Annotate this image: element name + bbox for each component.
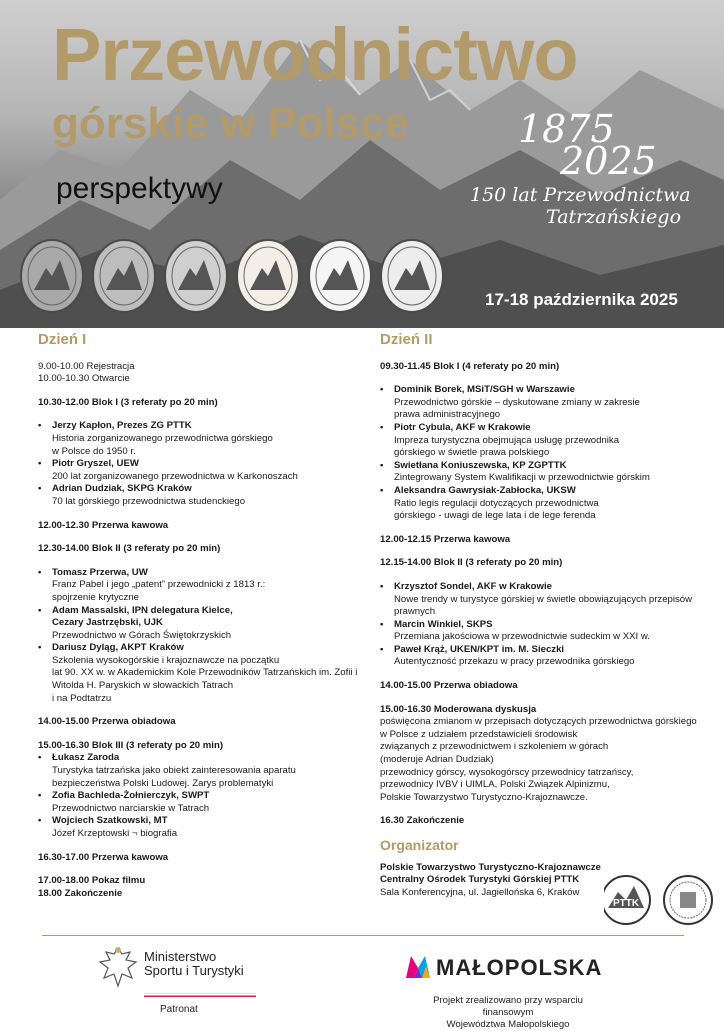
speaker: Cezary Jastrzębski, UJK	[52, 617, 163, 629]
project-note	[408, 995, 608, 1031]
talk-title-line: bezpieczeństwa Polski Ludowej. Zarys problematyki	[52, 777, 274, 789]
talk-title-line: Ratio legis regulacji dotyczących przewodnictwa	[394, 497, 599, 509]
anniversary-line-1: 150 lat Przewodnictwa	[470, 184, 691, 206]
talk-item	[38, 642, 358, 705]
organizer-logos	[604, 872, 714, 935]
day2-lunch: 14.00-15.00 Przerwa obiadowa	[380, 680, 518, 692]
talk-title-line: Autentyczność przekazu w pracy przewodnika górskiego	[394, 656, 635, 668]
day2-block2-list	[380, 581, 715, 669]
registration: 9.00-10.00 Rejestracja	[38, 360, 135, 372]
guide-badges	[18, 236, 458, 326]
patronat-label: Patronat	[160, 1004, 198, 1015]
talk-title-line: Nowe trendy w turystyce górskiej w świetle obowiązujących przepisów	[394, 593, 693, 605]
talk-item	[38, 420, 358, 458]
flag-bar	[144, 993, 256, 997]
talk-title-line: spojrzenie krytyczne	[52, 591, 139, 603]
talk-title-line: Przemiana jakościowa w przewodnictwie sudeckim w XXI w.	[394, 631, 650, 643]
day1-block1-list	[38, 420, 358, 508]
speaker: • Krzysztof Sondel, AKF w Krakowie	[394, 580, 552, 592]
malopolska-m-icon	[404, 954, 432, 980]
day2-block2-title: 12.15-14.00 Blok II (3 referaty po 20 min)	[380, 557, 563, 569]
talk-item	[38, 815, 358, 840]
talk-title-line: w Polsce do 1950 r.	[52, 445, 136, 457]
talk-item	[380, 384, 715, 422]
day2-discussion-title: 15.00-16.30 Moderowana dyskusja	[380, 703, 537, 715]
talk-title-line: Witolda H. Paryskich w słowackich Tatrach	[52, 680, 234, 692]
day1-break1: 12.00-12.30 Przerwa kawowa	[38, 519, 169, 531]
guide-badge	[306, 236, 374, 316]
title-line-3: perspektywy	[56, 172, 223, 205]
day-2-program	[380, 331, 715, 899]
talk-title-line: prawnych	[394, 606, 436, 618]
ministry-line-2: Sportu i Turystyki	[144, 963, 244, 978]
talk-item	[380, 619, 715, 644]
day1-block3-title: 15.00-16.30 Blok III (3 referaty po 20 min)	[38, 739, 224, 751]
year-start: 1875	[518, 107, 615, 151]
guide-badge	[18, 236, 86, 316]
speaker: • Dariusz Dyląg, AKPT Kraków	[52, 642, 184, 654]
guide-badge	[162, 236, 230, 316]
talk-title-line: lat 90. XX w. w Akademickim Kole Przewodników Tatrzańskich im. Zofii i	[52, 667, 358, 679]
day1-break2: 16.30-17.00 Przerwa kawowa	[38, 851, 169, 863]
day2-end: 16.30 Zakończenie	[380, 815, 465, 827]
day2-block1-title: 09.30-11.45 Blok I (4 referaty po 20 min)	[380, 360, 560, 372]
speaker: • Adrian Dudziak, SKPG Kraków	[52, 483, 192, 495]
day2-discussion-text	[380, 716, 715, 804]
discussion-line: Polskie Towarzystwo Turystyczno-Krajoznawcze.	[380, 791, 588, 803]
talk-title-line: prawa administracyjnego	[394, 409, 501, 421]
opening: 10.00-10.30 Otwarcie	[38, 373, 130, 385]
speaker: • Jerzy Kapłon, Prezes ZG PTTK	[52, 420, 192, 432]
guide-badge	[90, 236, 158, 316]
talk-item	[38, 790, 358, 815]
project-line-1: Projekt zrealizowano przy wsparciu finansowym	[433, 995, 583, 1018]
malopolska-text: MAŁOPOLSKA	[436, 955, 603, 980]
talk-item	[38, 752, 358, 790]
day-1-title: Dzień I	[38, 331, 87, 348]
discussion-line: związanych z przewodnictwem i szkoleniem w górach	[380, 741, 609, 753]
title-line-1: Przewodnictwo	[52, 13, 578, 96]
speaker: • Tomasz Przerwa, UW	[52, 566, 148, 578]
talk-title-line: 70 lat górskiego przewodnictwa studenckiego	[52, 495, 246, 507]
year-end: 2025	[560, 139, 657, 183]
speaker: • Piotr Cybula, AKF w Krakowie	[394, 421, 531, 433]
day2-block1-list	[380, 384, 715, 523]
day-2-title: Dzień II	[380, 331, 433, 348]
day1-end: 18.00 Zakończenie	[38, 887, 123, 899]
talk-title-line: górskiego - uwagi de lege lata i de lege ferenda	[394, 510, 596, 522]
talk-title-line: i na Podtatrzu	[52, 692, 112, 704]
organizer-line-1: Polskie Towarzystwo Turystyczno-Krajoznawcze	[380, 861, 601, 873]
talk-item	[38, 483, 358, 508]
day1-block3-list	[38, 752, 358, 840]
talk-title-line: 200 lat zorganizowanego przewodnictwa w Karkonoszach	[52, 470, 298, 482]
speaker: • Wojciech Szatkowski, MT	[52, 815, 168, 827]
event-date: 17-18 października 2025	[485, 290, 678, 309]
ministry-name	[144, 950, 244, 978]
footer-divider	[42, 935, 684, 936]
talk-title-line: górskiego w świetle prawa polskiego	[394, 447, 550, 459]
organizer-line-2: Centralny Ośrodek Turystyki Górskiej PTTK	[380, 874, 580, 886]
discussion-line: przewodnicy IVBV i UIMLA, Polski Związek Alpinizmu,	[380, 779, 610, 791]
eagle-icon	[96, 944, 140, 990]
speaker: • Łukasz Zaroda	[52, 752, 120, 764]
talk-item	[38, 458, 358, 483]
speaker: • Dominik Borek, MSiT/SGH w Warszawie	[394, 384, 575, 396]
talk-item	[380, 581, 715, 619]
talk-item	[380, 422, 715, 460]
discussion-line: poświęcona zmianom w przepisach dotyczących przewodnictwa górskiego	[380, 716, 697, 728]
title-line-2: górskie w Polsce	[52, 99, 410, 148]
day2-break1: 12.00-12.15 Przerwa kawowa	[380, 533, 511, 545]
organizer-line-3: Sala Konferencyjna, ul. Jagiellońska 6, Kraków	[380, 886, 580, 898]
day-1-program	[38, 331, 358, 900]
talk-title-line: Przewodnictwo górskie – dyskutowane zmiany w zakresie	[394, 396, 640, 408]
talk-title-line: Zintegrowany System Kwalifikacji w przewodnictwie górskim	[394, 472, 650, 484]
speaker: • Piotr Gryszel, UEW	[52, 458, 139, 470]
project-line-2: Województwa Małopolskiego	[446, 1019, 570, 1030]
talk-item	[380, 460, 715, 485]
talk-title-line: Przewodnictwo narciarskie w Tatrach	[52, 802, 210, 814]
day1-lunch: 14.00-15.00 Przerwa obiadowa	[38, 716, 176, 728]
guide-badge	[378, 236, 446, 316]
talk-item	[380, 485, 715, 523]
talk-title-line: Historia zorganizowanego przewodnictwa górskiego	[52, 432, 273, 444]
anniversary-line-2: Tatrzańskiego	[546, 206, 682, 228]
talk-title-line: Józef Krzeptowski ¬ biografia	[52, 828, 178, 839]
discussion-line: przewodnicy górscy, wysokogórscy przewodnicy tatrzańscy,	[380, 766, 634, 778]
day1-film: 17.00-18.00 Pokaz filmu	[38, 875, 146, 887]
ministry-line-1: Ministerstwo	[144, 949, 217, 964]
talk-title-line: Franz Pabel i jego „patent” przewodnicki z 1813 r.:	[52, 579, 266, 591]
day1-block1-title: 10.30-12.00 Blok I (3 referaty po 20 min)	[38, 396, 218, 408]
speaker: • Aleksandra Gawrysiak-Zabłocka, UKSW	[394, 484, 576, 496]
organizer-title: Organizator	[380, 837, 459, 853]
talk-title-line: Impreza turystyczna obejmująca usługę przewodnika	[394, 434, 620, 446]
discussion-line: (moderuje Adrian Dudziak)	[380, 754, 494, 766]
speaker: • Paweł Krąż, UKEN/KPT im. M. Sieczki	[394, 643, 565, 655]
talk-title-line: Turystyka tatrzańska jako obiekt zainteresowania aparatu	[52, 765, 296, 777]
talk-item	[38, 605, 358, 643]
speaker: • Adam Massalski, IPN delegatura Kielce,	[52, 604, 233, 616]
day1-block2-list	[38, 567, 358, 706]
guide-badge	[234, 236, 302, 316]
talk-item	[38, 567, 358, 605]
day1-block2-title: 12.30-14.00 Blok II (3 referaty po 20 min)	[38, 543, 221, 555]
talk-title-line: Przewodnictwo w Górach Świętokrzyskich	[52, 629, 232, 641]
speaker: • Marcin Winkiel, SKPS	[394, 618, 493, 630]
speaker: • Swietłana Koniuszewska, KP ZGPTTK	[394, 459, 567, 471]
pttk-logo-text: PTTK	[612, 898, 640, 909]
speaker: • Zofia Bachleda-Żołnierczyk, SWPT	[52, 790, 210, 802]
talk-item	[380, 644, 715, 669]
header-banner	[0, 0, 724, 328]
discussion-line: w Polsce z udziałem przedstawicieli środowisk	[380, 728, 578, 740]
pttk-logo	[604, 872, 714, 930]
talk-title-line: Szkolenia wysokogórskie i krajoznawcze na początku	[52, 654, 280, 666]
